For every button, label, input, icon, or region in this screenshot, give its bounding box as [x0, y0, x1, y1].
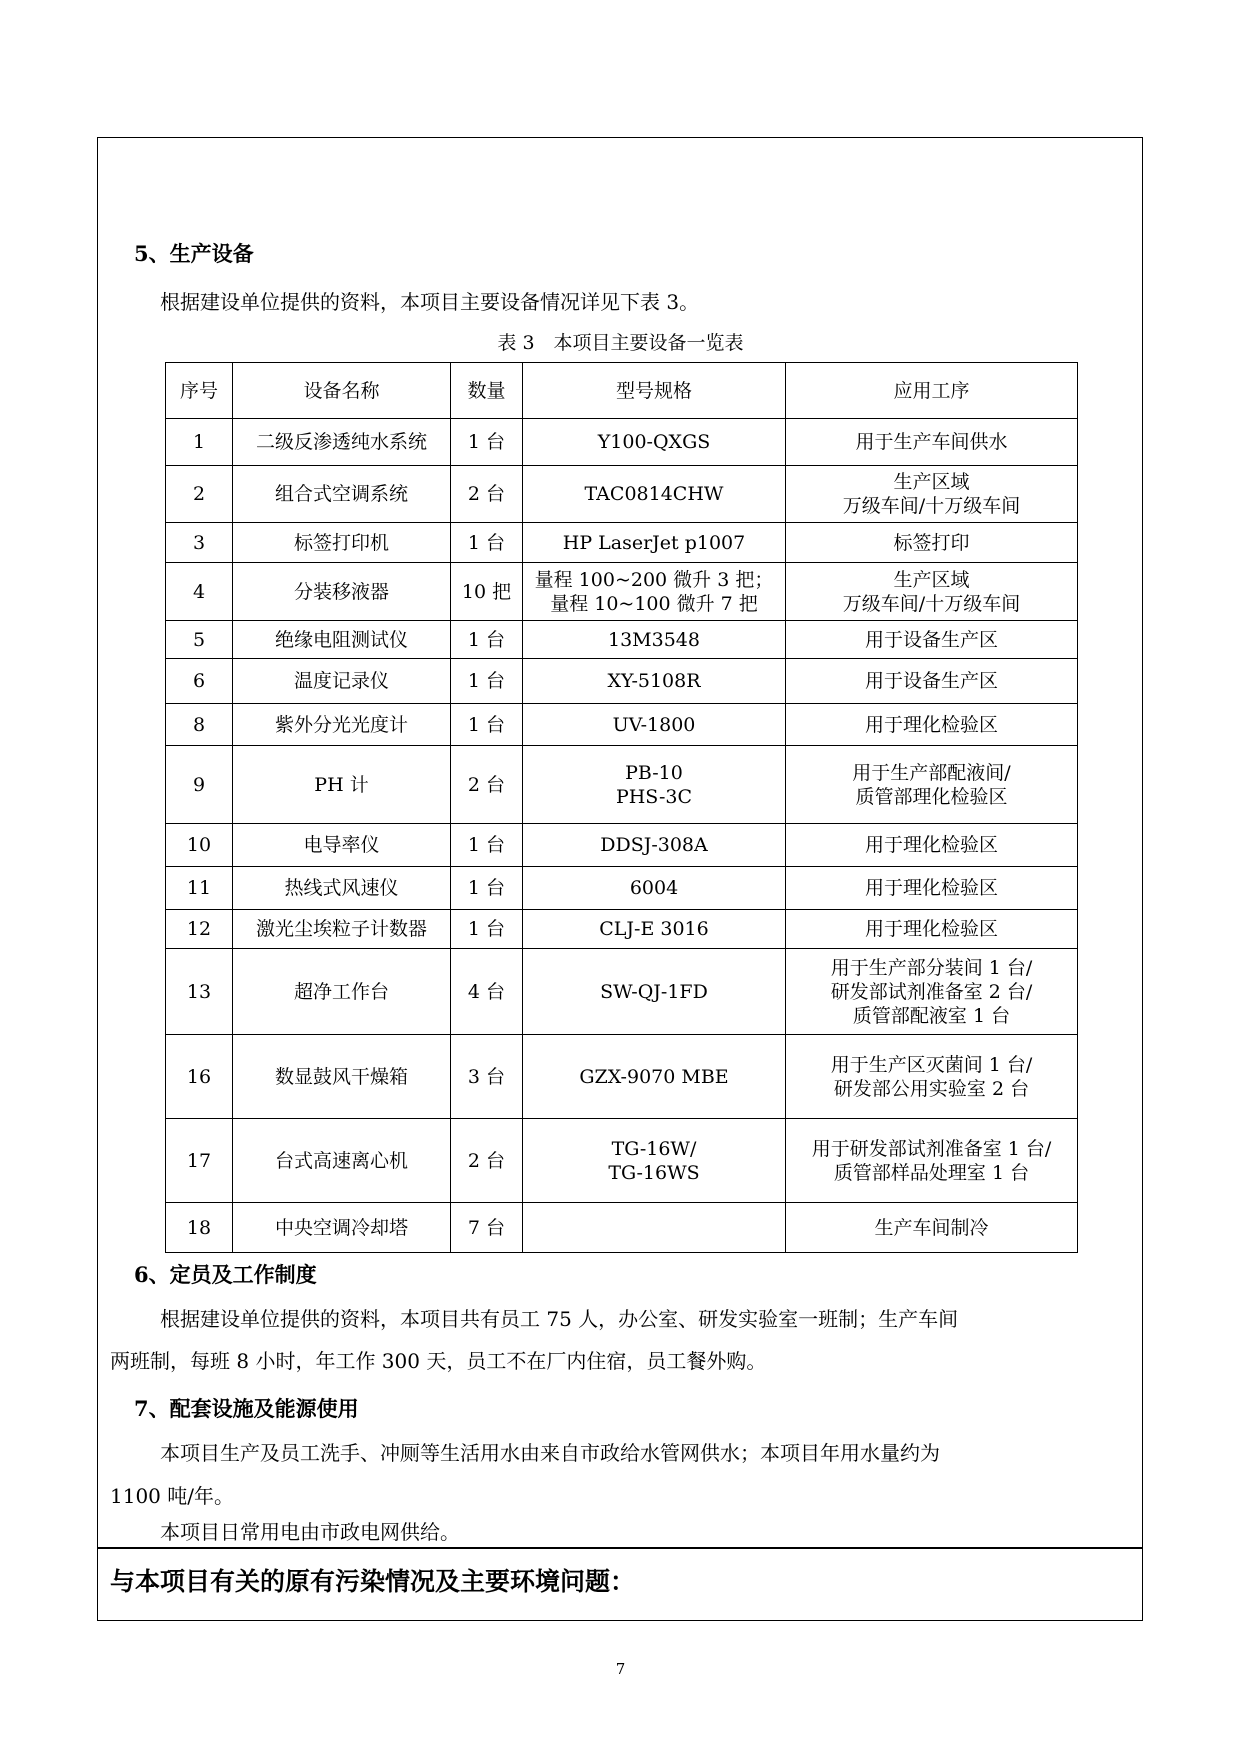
cell-qty: 1 台 — [451, 704, 523, 746]
cell-model: 量程 100~200 微升 3 把； 量程 10~100 微升 7 把 — [523, 563, 786, 621]
cell-no: 13 — [166, 949, 233, 1035]
cell-no: 5 — [166, 621, 233, 659]
table-row — [166, 824, 1078, 867]
cell-qty: 1 台 — [451, 659, 523, 704]
equipment-table — [165, 362, 1078, 1253]
table-row — [166, 419, 1078, 466]
table-row — [166, 659, 1078, 704]
cell-model: DDSJ-308A — [523, 824, 786, 867]
table-row — [166, 1119, 1078, 1203]
table-row — [166, 746, 1078, 824]
cell-name: 组合式空调系统 — [233, 466, 451, 523]
table-row — [166, 704, 1078, 746]
cell-use: 用于设备生产区 — [786, 659, 1078, 704]
cell-use: 用于生产区灭菌间 1 台/ 研发部公用实验室 2 台 — [786, 1035, 1078, 1119]
cell-use: 用于理化检验区 — [786, 910, 1078, 949]
cell-model: CLJ-E 3016 — [523, 910, 786, 949]
cell-name: 紫外分光光度计 — [233, 704, 451, 746]
cell-qty: 4 台 — [451, 949, 523, 1035]
table-row — [166, 621, 1078, 659]
col-header-model: 型号规格 — [523, 363, 786, 419]
cell-model: Y100-QXGS — [523, 419, 786, 466]
col-header-qty: 数量 — [451, 363, 523, 419]
cell-qty: 1 台 — [451, 867, 523, 910]
cell-qty: 3 台 — [451, 1035, 523, 1119]
next-section-heading: 与本项目有关的原有污染情况及主要环境问题： — [110, 1567, 636, 1596]
cell-model — [523, 1203, 786, 1253]
cell-use: 用于生产部分装间 1 台/ 研发部试剂准备室 2 台/ 质管部配液室 1 台 — [786, 949, 1078, 1035]
cell-use: 标签打印 — [786, 523, 1078, 563]
table-row — [166, 910, 1078, 949]
cell-use: 生产区域 万级车间/十万级车间 — [786, 563, 1078, 621]
cell-use: 用于理化检验区 — [786, 824, 1078, 867]
cell-use: 用于理化检验区 — [786, 867, 1078, 910]
cell-no: 9 — [166, 746, 233, 824]
cell-qty: 2 台 — [451, 466, 523, 523]
cell-use: 用于设备生产区 — [786, 621, 1078, 659]
cell-name: 温度记录仪 — [233, 659, 451, 704]
cell-name: 绝缘电阻测试仪 — [233, 621, 451, 659]
power-supply: 本项目日常用电由市政电网供给。 — [160, 1520, 460, 1544]
table-row — [166, 523, 1078, 563]
table-row — [166, 563, 1078, 621]
table-row — [166, 949, 1078, 1035]
cell-model: 6004 — [523, 867, 786, 910]
cell-name: 热线式风速仪 — [233, 867, 451, 910]
cell-qty: 2 台 — [451, 1119, 523, 1203]
cell-no: 4 — [166, 563, 233, 621]
cell-name: 电导率仪 — [233, 824, 451, 867]
cell-no: 10 — [166, 824, 233, 867]
cell-qty: 1 台 — [451, 419, 523, 466]
section7-heading: 7、配套设施及能源使用 — [134, 1396, 359, 1421]
cell-qty: 1 台 — [451, 824, 523, 867]
section6-heading: 6、定员及工作制度 — [134, 1262, 317, 1287]
page-number: 7 — [615, 1660, 626, 1678]
cell-model: GZX-9070 MBE — [523, 1035, 786, 1119]
cell-model: TG-16W/ TG-16WS — [523, 1119, 786, 1203]
section6-line2: 两班制，每班 8 小时，年工作 300 天，员工不在厂内住宿，员工餐外购。 — [110, 1349, 767, 1373]
cell-no: 1 — [166, 419, 233, 466]
cell-no: 17 — [166, 1119, 233, 1203]
water-supply-line2: 1100 吨/年。 — [110, 1484, 234, 1508]
cell-name: 标签打印机 — [233, 523, 451, 563]
cell-qty: 2 台 — [451, 746, 523, 824]
cell-use: 用于生产部配液间/ 质管部理化检验区 — [786, 746, 1078, 824]
cell-use: 用于研发部试剂准备室 1 台/ 质管部样品处理室 1 台 — [786, 1119, 1078, 1203]
table-row — [166, 466, 1078, 523]
cell-no: 8 — [166, 704, 233, 746]
table-row — [166, 867, 1078, 910]
cell-name: 中央空调冷却塔 — [233, 1203, 451, 1253]
section6-line1: 根据建设单位提供的资料，本项目共有员工 75 人，办公室、研发实验室一班制；生产车间 — [160, 1307, 959, 1331]
cell-no: 16 — [166, 1035, 233, 1119]
cell-use: 生产车间制冷 — [786, 1203, 1078, 1253]
cell-name: 激光尘埃粒子计数器 — [233, 910, 451, 949]
cell-name: 超净工作台 — [233, 949, 451, 1035]
cell-no: 11 — [166, 867, 233, 910]
cell-model: UV-1800 — [523, 704, 786, 746]
cell-model: XY-5108R — [523, 659, 786, 704]
cell-model: TAC0814CHW — [523, 466, 786, 523]
cell-no: 18 — [166, 1203, 233, 1253]
cell-name: PH 计 — [233, 746, 451, 824]
cell-use: 生产区域 万级车间/十万级车间 — [786, 466, 1078, 523]
cell-qty: 10 把 — [451, 563, 523, 621]
cell-model: PB-10 PHS-3C — [523, 746, 786, 824]
col-header-name: 设备名称 — [233, 363, 451, 419]
cell-no: 12 — [166, 910, 233, 949]
water-supply-line1: 本项目生产及员工洗手、冲厕等生活用水由来自市政给水管网供水；本项目年用水量约为 — [160, 1441, 940, 1465]
cell-model: SW-QJ-1FD — [523, 949, 786, 1035]
table-row — [166, 1203, 1078, 1253]
cell-qty: 1 台 — [451, 910, 523, 949]
section5-intro: 根据建设单位提供的资料，本项目主要设备情况详见下表 3。 — [160, 290, 700, 314]
cell-qty: 7 台 — [451, 1203, 523, 1253]
cell-model: HP LaserJet p1007 — [523, 523, 786, 563]
cell-no: 2 — [166, 466, 233, 523]
cell-use: 用于生产车间供水 — [786, 419, 1078, 466]
cell-name: 二级反渗透纯水系统 — [233, 419, 451, 466]
col-header-no: 序号 — [166, 363, 233, 419]
table-caption: 表 3 本项目主要设备一览表 — [497, 332, 744, 354]
table-row — [166, 1035, 1078, 1119]
section-divider — [97, 1547, 1143, 1549]
cell-use: 用于理化检验区 — [786, 704, 1078, 746]
cell-no: 3 — [166, 523, 233, 563]
cell-name: 分装移液器 — [233, 563, 451, 621]
cell-name: 数显鼓风干燥箱 — [233, 1035, 451, 1119]
cell-qty: 1 台 — [451, 523, 523, 563]
col-header-use: 应用工序 — [786, 363, 1078, 419]
cell-name: 台式高速离心机 — [233, 1119, 451, 1203]
cell-no: 6 — [166, 659, 233, 704]
cell-model: 13M3548 — [523, 621, 786, 659]
table-header-row — [166, 363, 1078, 419]
section5-heading: 5、生产设备 — [134, 241, 254, 266]
cell-qty: 1 台 — [451, 621, 523, 659]
